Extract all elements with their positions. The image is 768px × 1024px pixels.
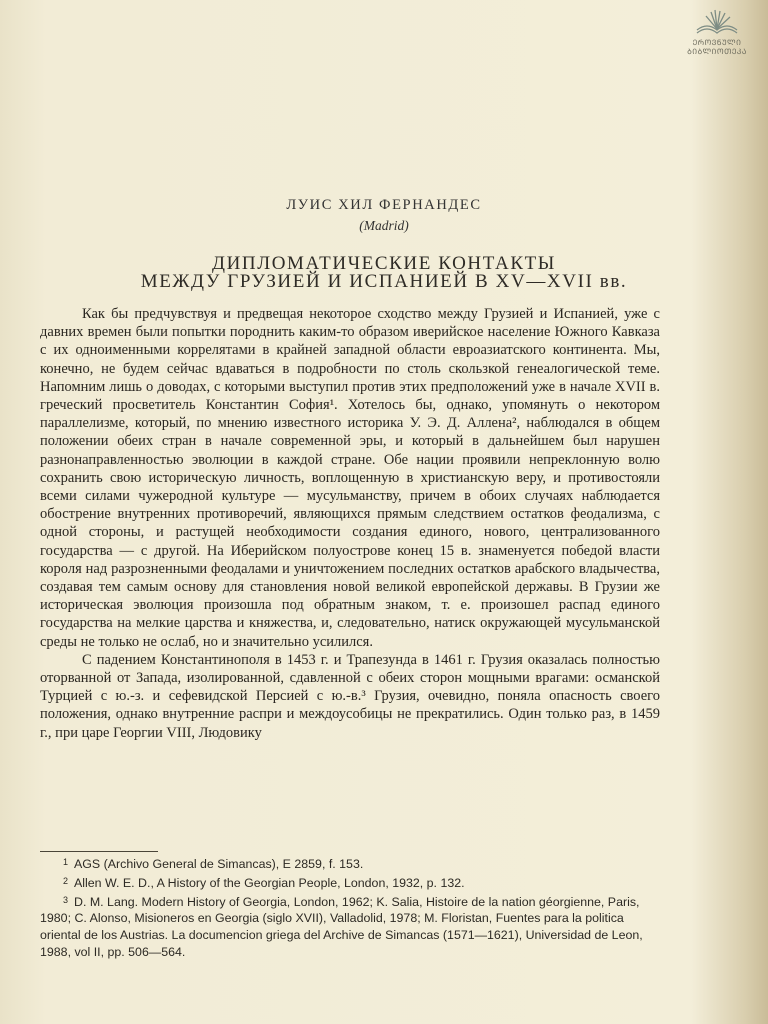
article-title-line2: МЕЖДУ ГРУЗИЕЙ И ИСПАНИЕЙ В XV—XVII вв. (140, 271, 628, 292)
footnote-text: Allen W. E. D., A History of the Georgian People, London, 1932, p. 132. (74, 875, 465, 890)
footnote-text: AGS (Archivo General de Simancas), E 2859, f. 153. (74, 857, 364, 871)
footnote-divider (40, 851, 158, 852)
logo-text-line1: ᲔᲠᲝᲕᲜᲣᲚᲘ (692, 38, 742, 47)
body-paragraph: Как бы предчувствуя и предвещая некоторое сходство между Грузией и Испанией, уже с давних времен были попытки породнить каким-то образом иверийское население Южного Кавказа с их одноименными коррелятами в крайней западной области евроазиатского континента. Мы, конечно, не будем сейчас вдаваться в подробности по столь скользкой генеалогической теме. Напомним лишь о доводах, с которыми выступил против этих предположений уже в начале XVII в. греческий просветитель Константин София¹. Хотелось бы, однако, упомянуть о некотором параллелизме, который, по мнению известного историка У. Э. Д. Аллена², наблюдался в общем положении обеих стран в начале современной эры, и который в дальнейшем был нарушен разнонаправленностью эволюции в каждой стране. Обе нации проявили непреклонную волю сохранить свою историческую личность, воплощенную в христианскую веру, и противостояли всеми силами чужеродной культуре — мусульманству, причем в обоих случаях наблюдается обострение внутренних противоречий, являющихся прямым следствием остатков феодализма, с одной стороны, и растущей необходимости создания единого, нового, централизованного государства — с другой. На Иберийском полуострове конец 15 в. знаменуется победой власти короля над разрозненными феодалами и уничтожением последних остатков арабского владычества, создавая тем самым основу для становления новой великой европейской державы. В Грузии же историческая эволюция произошла под обратным знаком, т. е. произошел распад единого государства на мелкие царства и княжества, и, следовательно, натиск окружающей мусульманской среды не только не ослаб, но и значительно усилился. (40, 306, 660, 650)
footnote-number: 2 (63, 875, 69, 886)
author-city: (Madrid) (359, 218, 409, 233)
author-name: ЛУИС ХИЛ ФЕРНАНДЕС (286, 197, 482, 213)
body-paragraph: С падением Константинополя в 1453 г. и Трапезунда в 1461 г. Грузия оказалась полностью оторванной от Запада, изолированной, сдавленной с обеих сторон мощными врагами: османской Турцией с ю.-з. и сефевидской Персией с ю.-в.³ Грузия, очевидно, поняла опасность своего положения, однако внутренние распри и междоусобицы не прекратились. Один только раз, в 1459 г., при царе Георгии VIII, Людовику (40, 651, 660, 741)
footnote (40, 854, 662, 873)
library-logo (678, 8, 756, 56)
logo-text-line2: ᲑᲘᲑᲚᲘᲝᲗᲔᲙᲐ (687, 47, 747, 56)
article-body (40, 305, 660, 742)
book-plant-icon (691, 8, 743, 38)
footnote (40, 873, 662, 892)
footnote (40, 892, 662, 961)
footnotes (40, 851, 662, 961)
footnote-number: 1 (63, 857, 69, 867)
article-title-line1: ДИПЛОМАТИЧЕСКИЕ КОНТАКТЫ (212, 253, 556, 274)
footnote-text: D. M. Lang. Modern History of Georgia, London, 1962; K. Salia, Histoire de la nation géorgienne, Paris, 1980; C. Alonso, Misioneros en Georgia (siglo XVII), Valladolid, 1978; M. Floristan, Fuentes para la politica oriental de los Austrias. La documencion griega del Archive de Simancas (1571—1621), Universidad de Leon, 1988, vol II, pp. 506—564. (40, 894, 643, 959)
footnote-number: 3 (63, 894, 69, 905)
